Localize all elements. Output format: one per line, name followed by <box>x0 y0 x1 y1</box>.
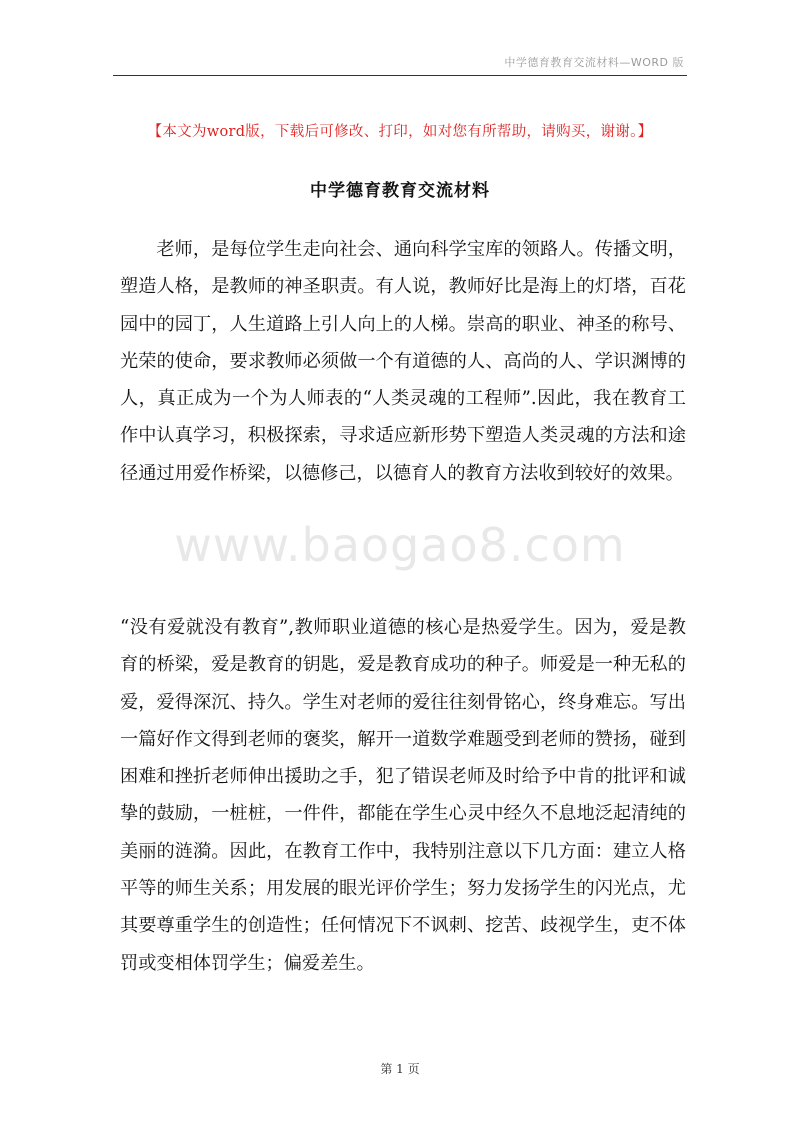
page-number: 第 1 页 <box>380 1062 420 1076</box>
paragraph-2: “没有爱就没有教育”,教师职业道德的核心是热爱学生。因为，爱是教育的桥梁，爱是教育的钥匙，爱是教育成功的种子。师爱是一种无私的爱，爱得深沉、持久。学生对老师的爱往往刻骨铭心，终身难忘。写出一篇好作文得到老师的褒奖，解开一道数学难题受到老师的赞扬，碰到困难和挫折老师伸出援助之手，犯了错误老师及时给予中肯的批评和诚挚的鼓励，一桩桩，一件件，都能在学生心灵中经久不息地泛起清纯的美丽的涟漪。因此，在教育工作中，我特别注意以下几方面：建立人格平等的师生关系；用发展的眼光评价学生；努力发扬学生的闪光点，尤其要尊重学生的创造性；任何情况下不讽刺、挖苦、歧视学生，吏不体罚或变相体罚学生；偏爱差生。 <box>120 617 686 974</box>
running-header: 中学德育教育交流材料—WORD 版 <box>504 56 684 69</box>
document-title: 中学德育教育交流材料 <box>310 181 490 201</box>
watermark: www.baogao8.com <box>174 518 626 572</box>
download-notice: 【本文为word版，下载后可修改、打印，如对您有所帮助，请购买，谢谢。】 <box>147 124 653 140</box>
header-divider <box>113 75 687 76</box>
paragraph-1: 老师，是每位学生走向社会、通向科学宝库的领路人。传播文明，塑造人格，是教师的神圣职责。有人说，教师好比是海上的灯塔，百花园中的园丁，人生道路上引人向上的人梯。崇高的职业、神圣的称号、光荣的使命，要求教师必须做一个有道德的人、高尚的人、学识渊博的人，真正成为一个为人师表的“人类灵魂的工程师”.因此，我在教育工作中认真学习，积极探索，寻求适应新形势下塑造人类灵魂的方法和途径通过用爱作桥梁，以德修己，以德育人的教育方法收到较好的效果。 <box>120 239 686 484</box>
